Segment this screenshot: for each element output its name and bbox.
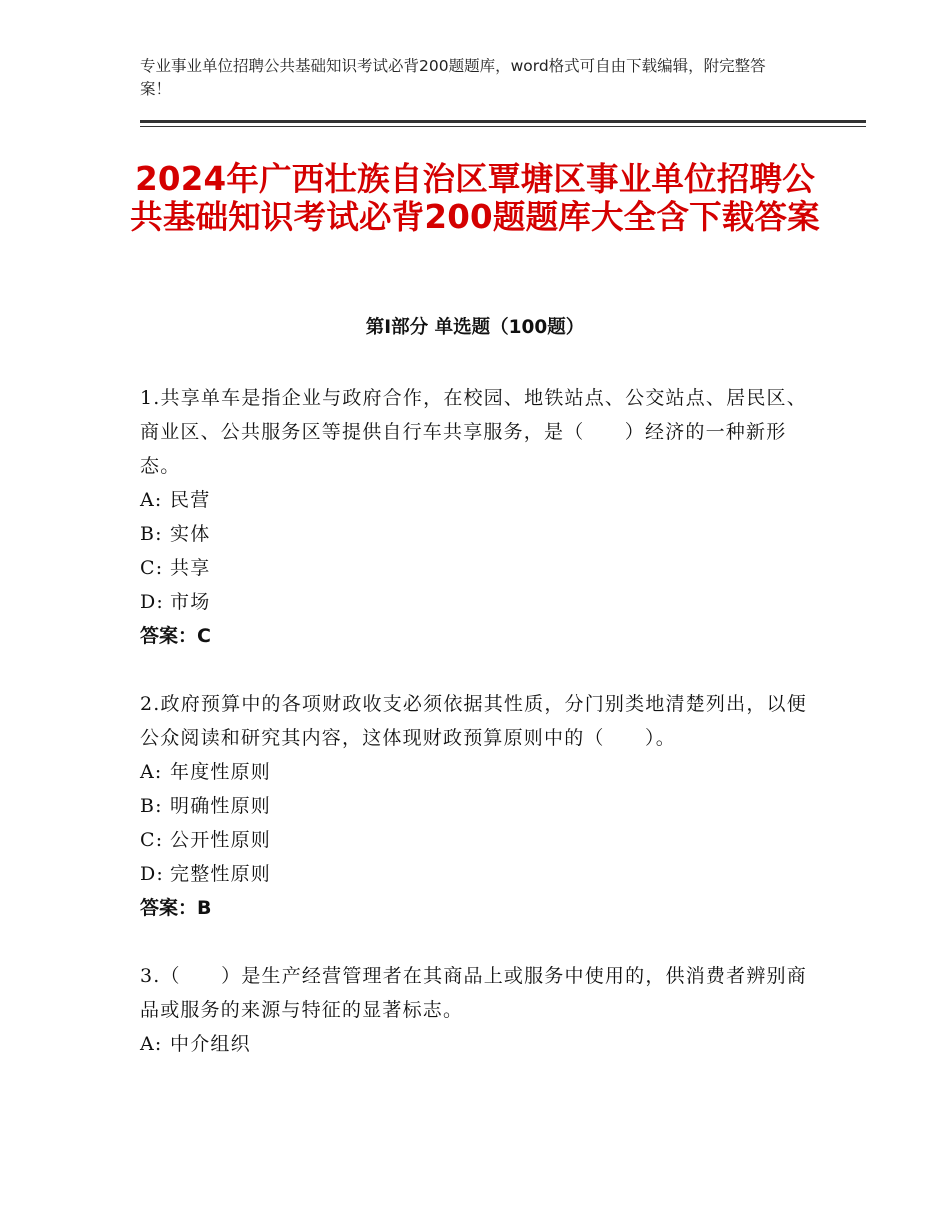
option-letter: B: [140, 795, 163, 817]
header-note: 专业事业单位招聘公共基础知识考试必背200题题库，word格式可自由下载编辑，附完整答案！ [140, 57, 766, 98]
option-text: 公开性原则 [170, 829, 272, 851]
question-stem: 1.共享单车是指企业与政府合作，在校园、地铁站点、公交站点、居民区、商业区、公共服务区等提供自行车共享服务，是（ ）经济的一种新形态。 [140, 387, 807, 477]
option-letter: D: [140, 863, 165, 885]
option-a [140, 1027, 810, 1061]
option-text: 年度性原则 [170, 761, 272, 783]
option-text: 市场 [170, 591, 211, 613]
option-letter: C: [140, 829, 164, 851]
option-text: 中介组织 [170, 1033, 251, 1055]
option-letter: C: [140, 557, 164, 579]
header-rule-thick [140, 120, 866, 123]
question-2 [140, 687, 810, 925]
option-letter: B: [140, 523, 163, 545]
question-stem: 2.政府预算中的各项财政收支必须依据其性质，分门别类地清楚列出，以便公众阅读和研究其内容，这体现财政预算原则中的（ ）。 [140, 693, 807, 749]
section-title: 第I部分 单选题（100题） [365, 317, 585, 338]
option-text: 实体 [170, 523, 211, 545]
answer-line: 答案：C [140, 625, 211, 647]
option-letter: A: [140, 1033, 163, 1055]
option-b [140, 517, 810, 551]
question-3 [140, 959, 810, 1061]
question-list [140, 381, 810, 1095]
option-d [140, 585, 810, 619]
option-a [140, 483, 810, 517]
option-text: 明确性原则 [170, 795, 272, 817]
option-letter: D: [140, 591, 165, 613]
header-rule-thin [140, 126, 866, 127]
question-stem: 3.（ ）是生产经营管理者在其商品上或服务中使用的，供消费者辨别商品或服务的来源与特征的显著标志。 [140, 965, 807, 1021]
option-c [140, 551, 810, 585]
option-text: 共享 [170, 557, 211, 579]
option-d [140, 857, 810, 891]
option-text: 完整性原则 [170, 863, 272, 885]
option-b [140, 789, 810, 823]
option-c [140, 823, 810, 857]
question-1 [140, 381, 810, 653]
answer-line: 答案：B [140, 897, 212, 919]
option-letter: A: [140, 489, 163, 511]
option-text: 民营 [170, 489, 211, 511]
option-letter: A: [140, 761, 163, 783]
option-a [140, 755, 810, 789]
document-title: 2024年广西壮族自治区覃塘区事业单位招聘公共基础知识考试必背200题题库大全含下载答案 [130, 160, 820, 236]
